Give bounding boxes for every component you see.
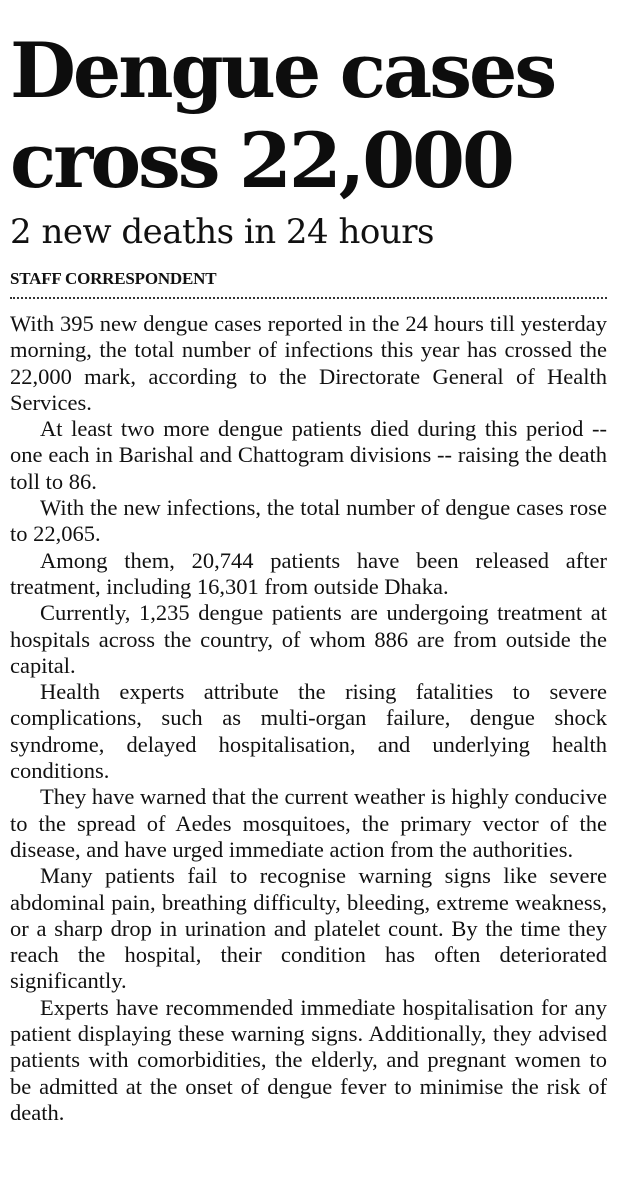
dotted-divider	[10, 297, 607, 299]
article-body	[10, 311, 607, 1126]
headline	[10, 0, 607, 206]
byline: STAFF CORRESPONDENT	[10, 269, 217, 288]
paragraph-2: At least two more dengue patients died during this period -- one each in Barishal and Chattogram divisions -- raising the death toll to 86.	[10, 416, 607, 494]
paragraph-7: They have warned that the current weather is highly conducive to the spread of Aedes mosquitoes, the primary vector of the disease, and have urged immediate action from the authorities.	[10, 784, 607, 862]
subheadline: 2 new deaths in 24 hours	[10, 212, 434, 252]
paragraph-8: Many patients fail to recognise warning signs like severe abdominal pain, breathing difficulty, bleeding, extreme weakness, or a sharp drop in urination and platelet count. By the time they reach the hospital, their condition has often deteriorated significantly.	[10, 863, 607, 994]
paragraph-3: With the new infections, the total number of dengue cases rose to 22,065.	[10, 495, 607, 547]
paragraph-5: Currently, 1,235 dengue patients are undergoing treatment at hospitals across the country, of whom 886 are from outside the capital.	[10, 600, 607, 678]
headline-line-2: cross 22,000	[10, 116, 512, 205]
paragraph-1: With 395 new dengue cases reported in the 24 hours till yesterday morning, the total number of infections this year has crossed the 22,000 mark, according to the Directorate General of Health Services.	[10, 311, 607, 415]
headline-line-1: Dengue cases	[10, 26, 555, 115]
paragraph-4: Among them, 20,744 patients have been released after treatment, including 16,301 from outside Dhaka.	[10, 547, 607, 599]
paragraph-9: Experts have recommended immediate hospitalisation for any patient displaying these warning signs. Additionally, they advised patients with comorbidities, the elderly, and pregnant women to be admitted at the onset of dengue fever to minimise the risk of death.	[10, 994, 607, 1125]
news-article	[10, 0, 607, 1126]
paragraph-6: Health experts attribute the rising fatalities to severe complications, such as multi-organ failure, dengue shock syndrome, delayed hospitalisation, and underlying health conditions.	[10, 679, 607, 784]
